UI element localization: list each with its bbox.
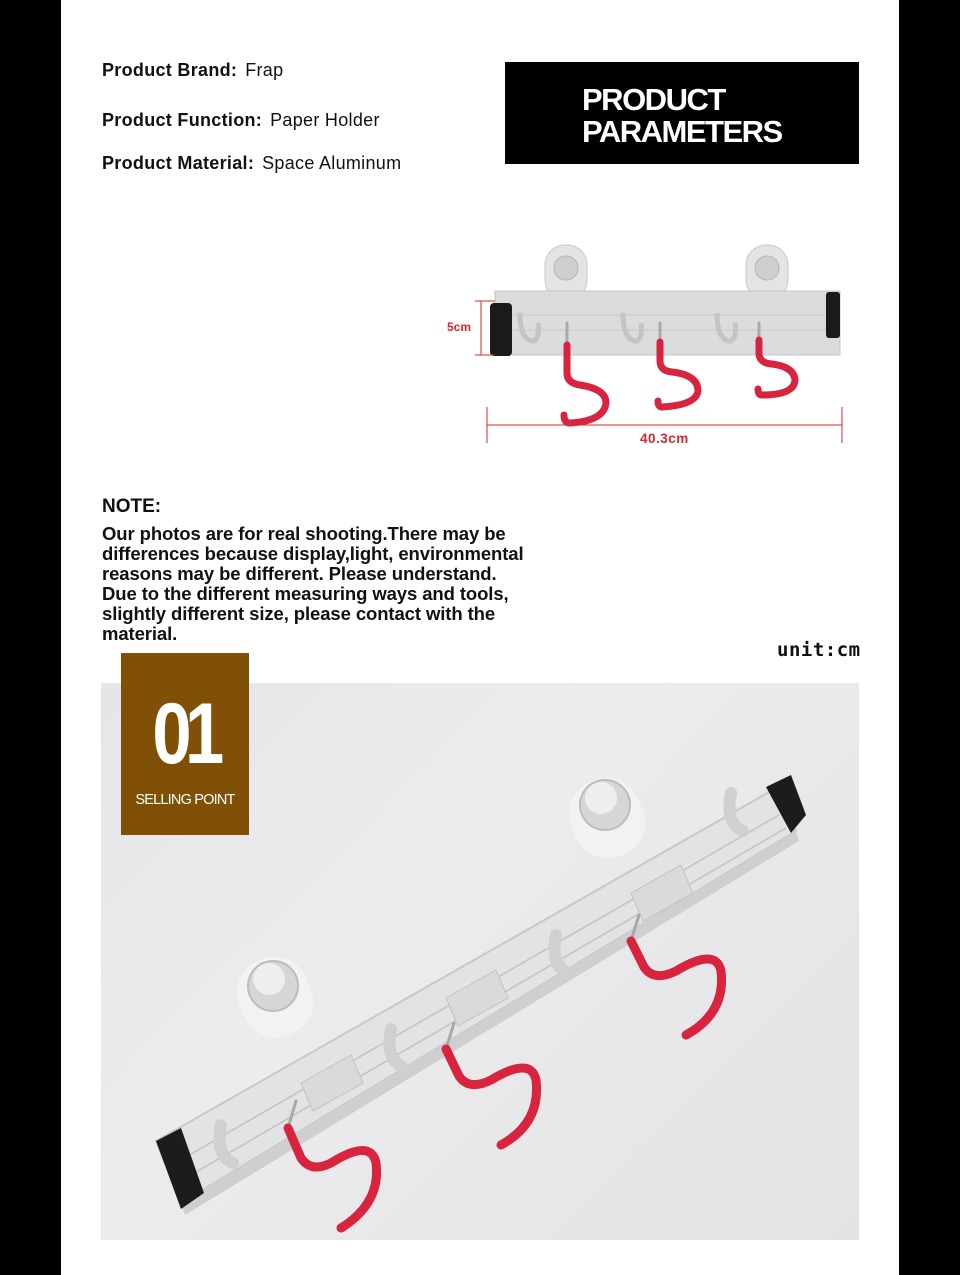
product-parameters-title (582, 84, 782, 148)
spec-material (102, 153, 401, 174)
right-black-border (899, 0, 960, 1275)
spec-function-value: Paper Holder (270, 110, 380, 130)
note-line: differences because display,light, environmental (102, 543, 524, 564)
mount-tab-lower (226, 946, 324, 1048)
spec-brand-value: Frap (245, 60, 284, 80)
spec-material-value: Space Aluminum (262, 153, 402, 173)
height-label: 5cm (447, 320, 472, 334)
mount-tab-upper (558, 767, 656, 869)
note-line: Our photos are for real shooting.There may be (102, 523, 506, 544)
spec-brand-label: Product Brand: (102, 60, 238, 80)
product-front-view-illustration (440, 235, 860, 455)
title-line-2: PARAMETERS (582, 114, 782, 149)
spec-function-label: Product Function: (102, 110, 263, 130)
spec-brand (102, 60, 283, 81)
unit-label: unit:cm (777, 639, 861, 661)
width-label: 40.3cm (640, 431, 689, 446)
dimension-diagram (440, 235, 860, 455)
spec-material-label: Product Material: (102, 153, 255, 173)
title-line-1: PRODUCT (582, 82, 725, 117)
spec-function (102, 110, 380, 131)
note-body (102, 524, 582, 644)
left-black-border (0, 0, 61, 1275)
note-line: slightly different size, please contact with the (102, 603, 496, 624)
selling-point-label: SELLING POINT (135, 792, 235, 808)
note-line: material. (102, 623, 178, 644)
selling-point-badge (121, 653, 249, 835)
note-line: reasons may be different. Please understand. (102, 563, 497, 584)
note-line: Due to the different measuring ways and tools, (102, 583, 509, 604)
note-title: NOTE: (102, 496, 162, 517)
selling-point-number: 01 (152, 686, 218, 782)
